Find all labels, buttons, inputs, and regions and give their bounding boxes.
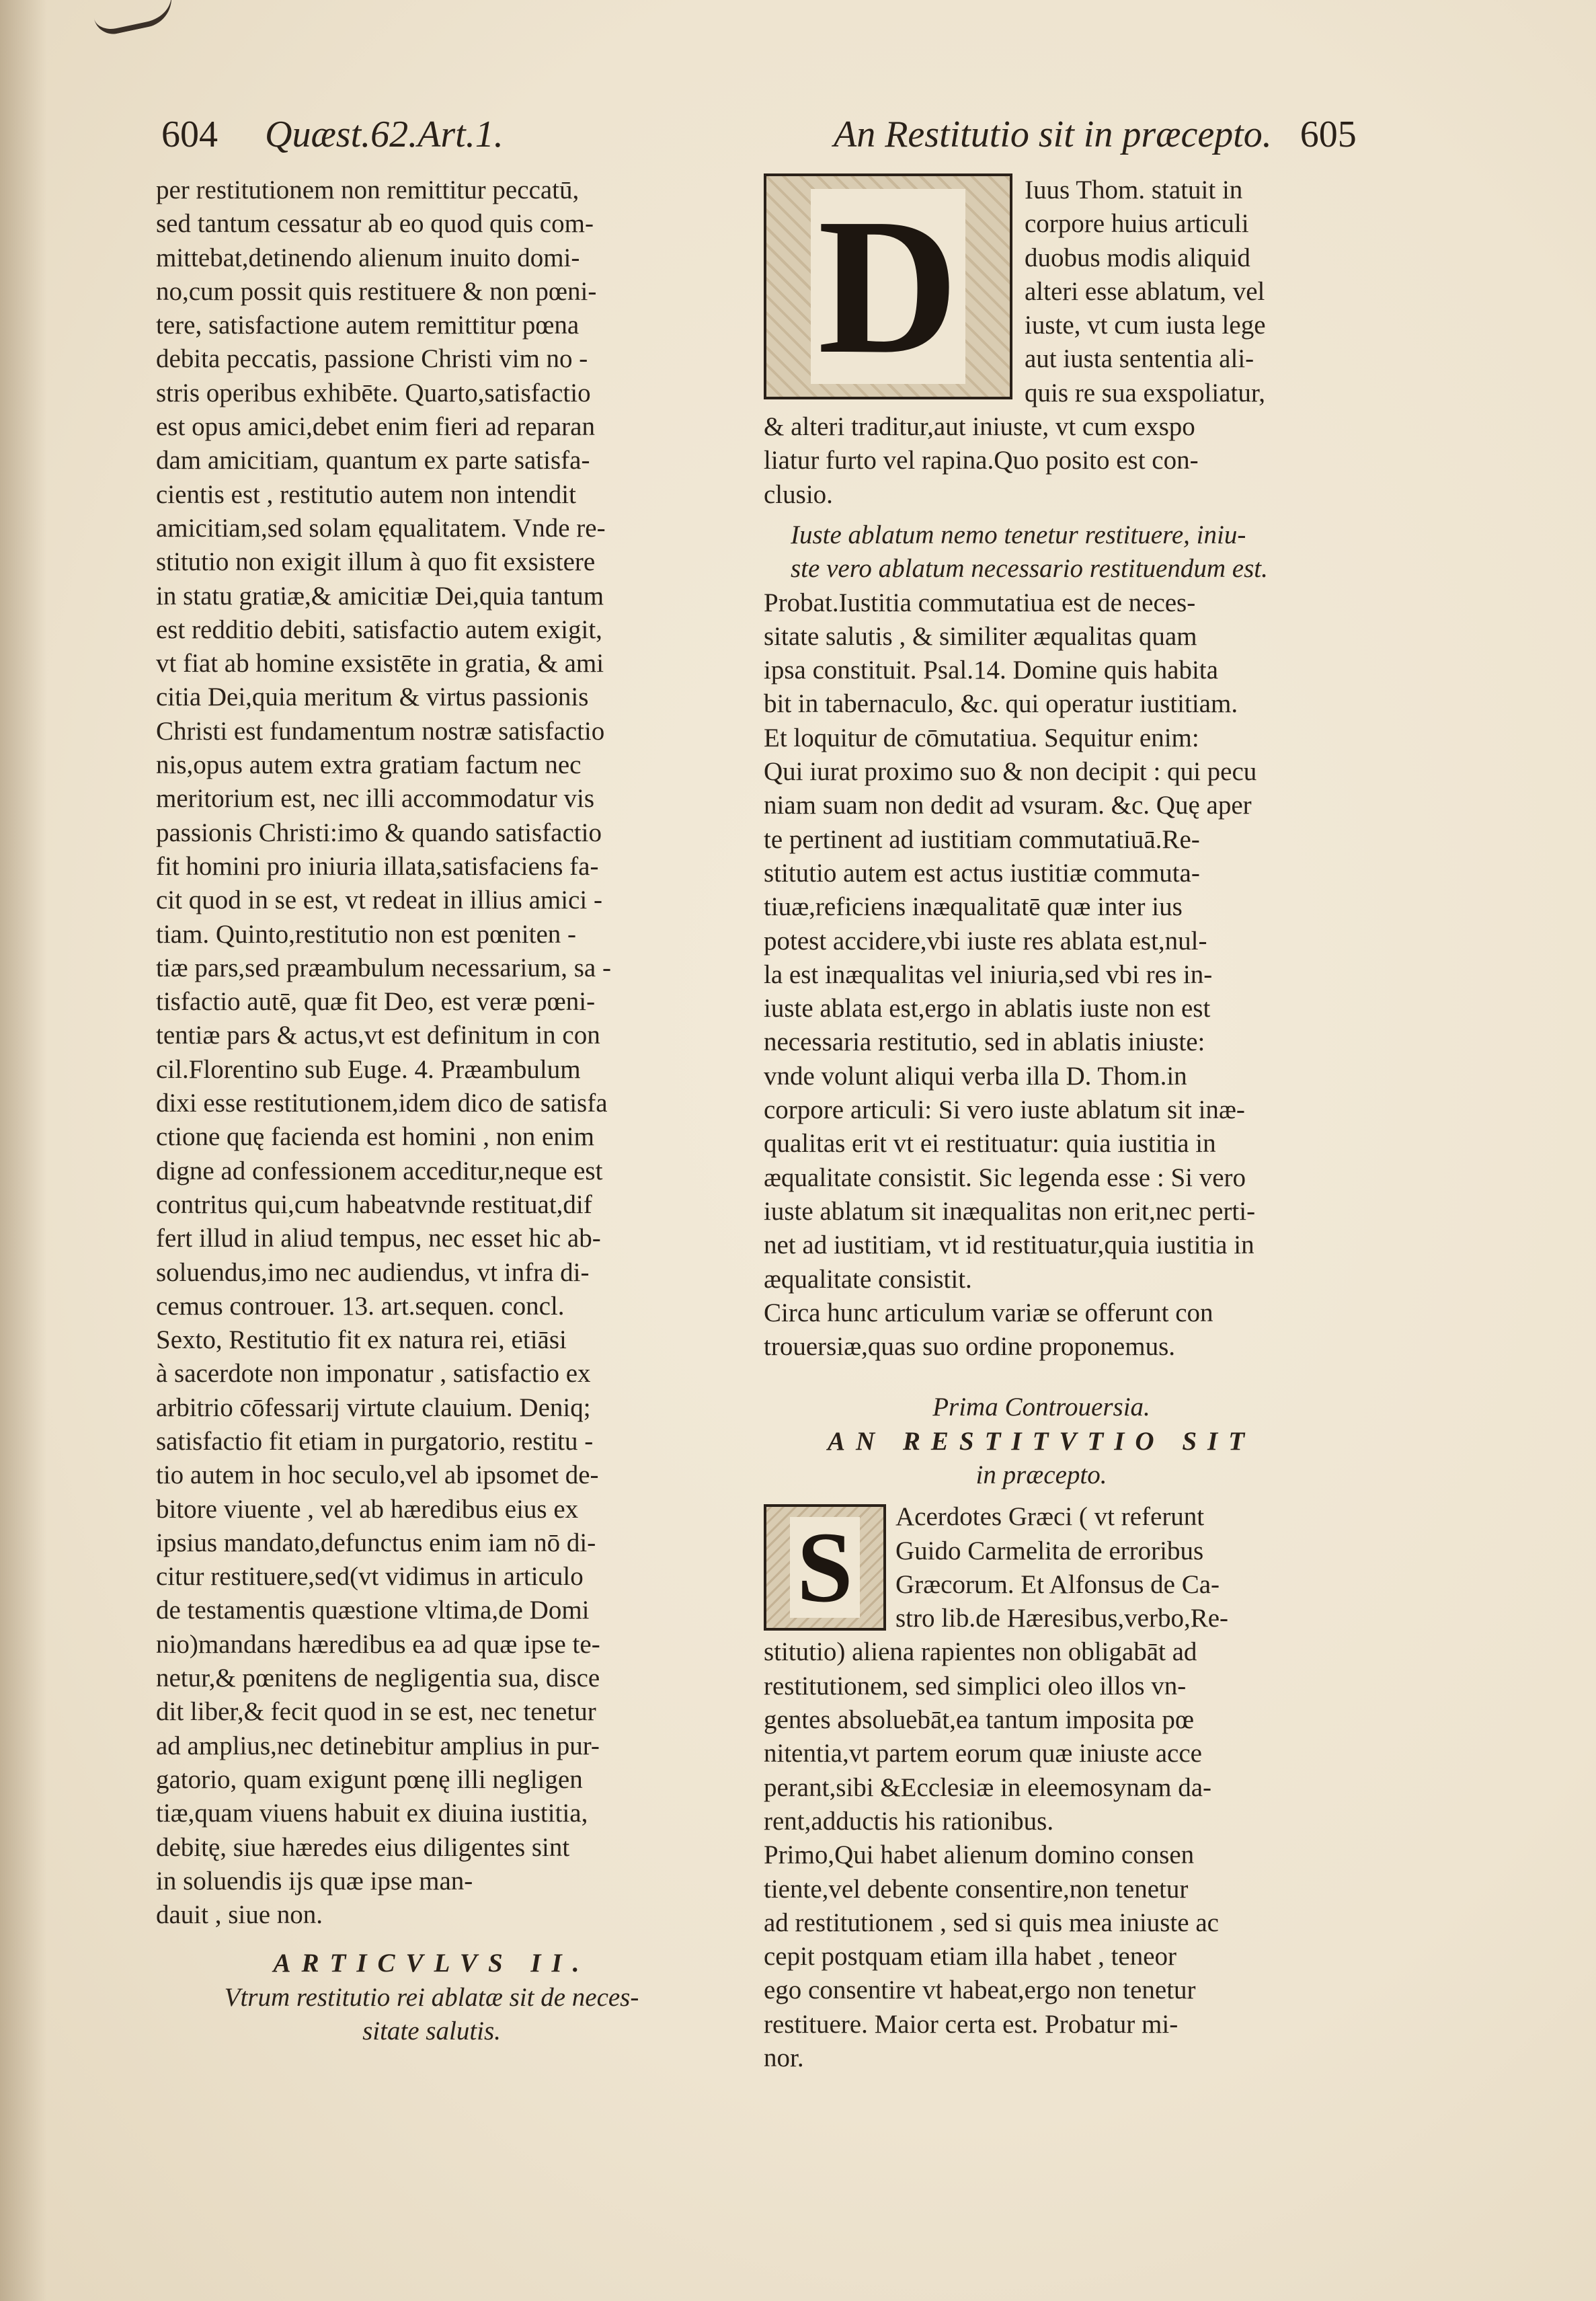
text-line: amicitiam,sed solam ęqualitatem. Vnde re- bbox=[156, 513, 606, 543]
text-line: bit in tabernaculo, &c. qui operatur iustitiam. bbox=[764, 689, 1238, 719]
controversy-heading-line-2: in præcepto. bbox=[975, 1460, 1107, 1489]
text-line: vt fiat ab homine exsistēte in gratia, & ami bbox=[156, 649, 604, 678]
conclusion-line: Iuste ablatum nemo tenetur restituere, iniu- bbox=[791, 520, 1246, 549]
text-line: debitę, siue hæredes eius diligentes sint bbox=[156, 1832, 570, 1862]
right-header-title: An Restitutio sit in præcepto. bbox=[834, 114, 1272, 155]
left-page-number: 604 bbox=[161, 114, 218, 155]
text-line: ad amplius,nec detinebitur amplius in pur- bbox=[156, 1731, 600, 1760]
controversy-heading-line-1: AN RESTITVTIO SIT bbox=[827, 1426, 1256, 1456]
text-line: satisfactio fit etiam in purgatorio, restitu - bbox=[156, 1426, 594, 1456]
text-line: tiuæ,reficiens inæqualitatē quæ inter ius bbox=[764, 892, 1183, 922]
text-line: cil.Florentino sub Euge. 4. Præambulum bbox=[156, 1054, 581, 1084]
text-line: stitutio) aliena rapientes non obligabāt ad bbox=[764, 1637, 1197, 1667]
right-running-header bbox=[834, 116, 1357, 153]
ink-mark bbox=[92, 0, 177, 38]
text-line: in statu gratiæ,& amicitiæ Dei,quia tantum bbox=[156, 581, 604, 611]
text-line: ego consentire vt habeat,ergo non tenetur bbox=[764, 1976, 1196, 2005]
text-line: contritus qui,cum habeatvnde restituat,dif bbox=[156, 1190, 592, 1219]
text-line: citur restituere,sed(vt vidimus in articulo bbox=[156, 1562, 584, 1592]
text-line: ctione quę facienda est homini , non enim bbox=[156, 1122, 594, 1152]
text-line: iuste ablata est,ergo in ablatis iuste non est bbox=[764, 994, 1211, 1023]
left-text-column bbox=[156, 173, 707, 2048]
article-question-line-1: Vtrum restitutio rei ablatæ sit de neces- bbox=[224, 1982, 639, 2012]
text-line: tiam. Quinto,restitutio non est pœniten - bbox=[156, 919, 577, 949]
text-line: cepit postquam etiam illa habet , teneor bbox=[764, 1942, 1177, 1972]
conclusion-statement bbox=[764, 518, 1319, 586]
initial-s-letter: S bbox=[790, 1517, 859, 1618]
text-line: vnde volunt aliqui verba illa D. Thom.in bbox=[764, 1061, 1187, 1091]
text-line: cientis est , restitutio autem non intendit bbox=[156, 479, 576, 509]
controversy-body-text bbox=[764, 1635, 1319, 2075]
article-question-line-2: sitate salutis. bbox=[362, 2017, 501, 2046]
text-line: est opus amici,debet enim fieri ad reparan bbox=[156, 412, 595, 442]
text-line: tio autem in hoc seculo,vel ab ipsomet de- bbox=[156, 1460, 599, 1490]
text-line: ad restitutionem , sed si quis mea iniuste ac bbox=[764, 1908, 1219, 1937]
text-line: meritorium est, nec illi accommodatur vis bbox=[156, 784, 594, 814]
text-line: mittebat,detinendo alienum inuito domi- bbox=[156, 243, 580, 272]
text-line: per restitutionem non remittitur peccatū, bbox=[156, 176, 580, 204]
text-line: aut iusta sententia ali- bbox=[1025, 344, 1254, 374]
text-line: iuste, vt cum iusta lege bbox=[1025, 311, 1266, 340]
controversy-title: Prima Controuersia. bbox=[932, 1393, 1150, 1422]
article-heading: ARTICVLVS II. bbox=[273, 1949, 590, 1978]
right-page-number: 605 bbox=[1300, 114, 1357, 155]
text-line: soluendus,imo nec audiendus, vt infra di- bbox=[156, 1257, 590, 1287]
text-line: nitentia,vt partem eorum quæ iniuste acce bbox=[764, 1739, 1202, 1768]
text-line: debita peccatis, passione Christi vim no - bbox=[156, 344, 588, 374]
gutter-shadow bbox=[0, 0, 47, 2301]
text-line: stitutio autem est actus iustitiæ commuta- bbox=[764, 858, 1200, 888]
text-line: net ad iustitiam, vt id restituatur,quia iustitia in bbox=[764, 1231, 1254, 1260]
text-line: tere, satisfactione autem remittitur pœna bbox=[156, 311, 580, 340]
text-line: arbitrio cōfessarij virtute clauium. Deniq; bbox=[156, 1393, 591, 1422]
text-line: stris operibus exhibēte. Quarto,satisfactio bbox=[156, 378, 591, 407]
initial-d-letter: D bbox=[811, 189, 965, 384]
text-line: la est inæqualitas vel iniuria,sed vbi res in- bbox=[764, 960, 1213, 989]
text-line: corpore huius articuli bbox=[1025, 209, 1249, 239]
text-line: passionis Christi:imo & quando satisfactio bbox=[156, 818, 602, 847]
text-line: quis re sua exspoliatur, bbox=[1025, 378, 1266, 407]
text-line: Qui iurat proximo suo & non decipit : qui pecu bbox=[764, 757, 1257, 787]
text-line: Acerdotes Græci ( vt referunt bbox=[895, 1502, 1205, 1532]
text-line: te pertinent ad iustitiam commutatiuā.Re- bbox=[764, 824, 1200, 854]
text-line: ipsa constituit. Psal.14. Domine quis habita bbox=[764, 656, 1218, 685]
text-line: nor. bbox=[764, 2043, 804, 2073]
text-line: de testamentis quæstione vltima,de Domi bbox=[156, 1596, 590, 1625]
text-line: nis,opus autem extra gratiam factum nec bbox=[156, 750, 582, 780]
text-line: liatur furto vel rapina.Quo posito est con- bbox=[764, 446, 1199, 475]
right-body-text bbox=[764, 586, 1319, 1364]
text-line: Probat.Iustitia commutatiua est de neces- bbox=[764, 588, 1196, 617]
text-line: citia Dei,quia meritum & virtus passionis bbox=[156, 682, 589, 712]
text-line: rent,adductis his rationibus. bbox=[764, 1806, 1054, 1836]
text-line: corpore articuli: Si vero iuste ablatum sit inæ- bbox=[764, 1095, 1245, 1125]
text-line: no,cum possit quis restituere & non pœni- bbox=[156, 276, 597, 306]
conclusion-line: ste vero ablatum necessario restituendum est. bbox=[791, 554, 1268, 584]
text-line: gatorio, quam exigunt pœnę illi negligen bbox=[156, 1764, 583, 1794]
left-header-title: Quæst.62.Art.1. bbox=[265, 114, 504, 155]
text-line: tiæ,quam viuens habuit ex diuina iustitia, bbox=[156, 1799, 588, 1828]
text-line: Græcorum. Et Alfonsus de Ca- bbox=[895, 1569, 1220, 1599]
text-line: nio)mandans hæredibus ea ad quæ ipse te- bbox=[156, 1629, 600, 1659]
text-line: stitutio non exigit illum à quo fit exsistere bbox=[156, 547, 596, 577]
text-line: restitutionem, sed simplici oleo illos vn- bbox=[764, 1671, 1187, 1701]
left-body-text bbox=[156, 173, 707, 1932]
text-line: trouersiæ,quas suo ordine proponemus. bbox=[764, 1332, 1176, 1362]
text-line: Primo,Qui habet alienum domino consen bbox=[764, 1840, 1195, 1870]
text-line: necessaria restitutio, sed in ablatis iniuste: bbox=[764, 1027, 1205, 1057]
text-line: cit quod in se est, vt redeat in illius amici - bbox=[156, 886, 602, 915]
decorated-initial-s bbox=[764, 1504, 886, 1631]
text-line: niam suam non dedit ad vsuram. &c. Quę aper bbox=[764, 791, 1252, 820]
text-line: Circa hunc articulum variæ se offerunt con bbox=[764, 1298, 1213, 1327]
text-line: fit homini pro iniuria illata,satisfaciens fa- bbox=[156, 851, 599, 881]
text-line: & alteri traditur,aut iniuste, vt cum exspo bbox=[764, 412, 1195, 442]
text-line: qualitas erit vt ei restituatur: quia iustitia in bbox=[764, 1129, 1216, 1159]
text-line: æqualitate consistit. Sic legenda esse : Si vero bbox=[764, 1163, 1246, 1192]
text-line: Sexto, Restitutio fit ex natura rei, etiāsi bbox=[156, 1325, 567, 1355]
text-line: sed tantum cessatur ab eo quod quis com- bbox=[156, 209, 594, 239]
text-line: sitate salutis , & similiter æqualitas quam bbox=[764, 621, 1197, 651]
text-line: duobus modis aliquid bbox=[1025, 243, 1250, 272]
text-line: æqualitate consistit. bbox=[764, 1264, 972, 1294]
text-line: restituere. Maior certa est. Probatur mi- bbox=[764, 2009, 1179, 2039]
decorated-initial-d bbox=[764, 173, 1012, 399]
left-running-header bbox=[161, 116, 504, 153]
text-line: clusio. bbox=[764, 479, 833, 509]
text-line: dam amicitiam, quantum ex parte satisfa- bbox=[156, 446, 590, 475]
text-line: Et loquitur de cōmutatiua. Sequitur enim: bbox=[764, 723, 1199, 752]
opening-continuation bbox=[764, 410, 1319, 512]
text-line: perant,sibi &Ecclesiæ in eleemosynam da- bbox=[764, 1772, 1212, 1802]
text-line: bitore viuente , vel ab hæredibus eius ex bbox=[156, 1494, 579, 1524]
text-line: à sacerdote non imponatur , satisfactio ex bbox=[156, 1359, 591, 1389]
text-line: in soluendis ijs quæ ipse man- bbox=[156, 1866, 473, 1896]
text-line: cemus controuer. 13. art.sequen. concl. bbox=[156, 1291, 565, 1321]
text-line: potest accidere,vbi iuste res ablata est,nul- bbox=[764, 926, 1207, 956]
right-text-column bbox=[764, 173, 1319, 2075]
text-line: netur,& pœnitens de negligentia sua, disce bbox=[156, 1664, 600, 1693]
text-line: dauit , siue non. bbox=[156, 1900, 323, 1930]
text-line: Guido Carmelita de erroribus bbox=[895, 1536, 1204, 1565]
text-line: gentes absoluebāt,ea tantum imposita pœ bbox=[764, 1705, 1195, 1735]
text-line: ipsius mandato,defunctus enim iam nō di- bbox=[156, 1528, 596, 1557]
text-line: dit liber,& fecit quod in se est, nec tenetur bbox=[156, 1697, 596, 1727]
text-line: digne ad confessionem acceditur,neque est bbox=[156, 1156, 603, 1185]
text-line: Christi est fundamentum nostræ satisfactio bbox=[156, 716, 605, 746]
text-line: tiente,vel debente consentire,non tenetur bbox=[764, 1874, 1189, 1904]
text-line: iuste ablatum sit inæqualitas non erit,nec perti- bbox=[764, 1196, 1256, 1226]
text-line: tiæ pars,sed præambulum necessarium, sa - bbox=[156, 953, 611, 982]
text-line: est redditio debiti, satisfactio autem exigit, bbox=[156, 615, 602, 644]
text-line: Iuus Thom. statuit in bbox=[1025, 176, 1243, 204]
text-line: alteri esse ablatum, vel bbox=[1025, 276, 1265, 306]
text-line: dixi esse restitutionem,idem dico de satisfa bbox=[156, 1089, 608, 1118]
text-line: tisfactio autē, quæ fit Deo, est veræ pœni- bbox=[156, 987, 596, 1017]
text-line: tentiæ pars & actus,vt est definitum in con bbox=[156, 1021, 600, 1050]
text-line: fert illud in aliud tempus, nec esset hic ab- bbox=[156, 1224, 601, 1253]
text-line: stro lib.de Hæresibus,verbo,Re- bbox=[895, 1604, 1229, 1633]
